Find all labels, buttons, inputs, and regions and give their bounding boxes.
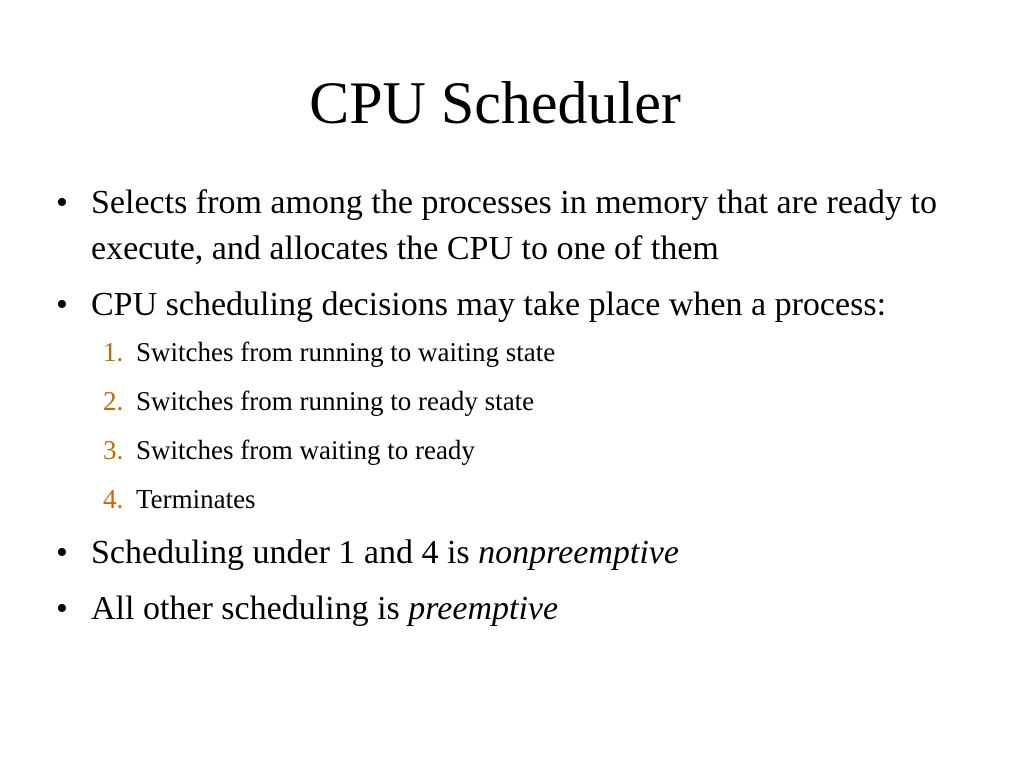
numbered-sub-list — [91, 334, 976, 518]
bullet-dot: • — [56, 286, 68, 323]
item-number: 2. — [103, 386, 124, 416]
item-number: 1. — [103, 337, 124, 367]
bullet-emphasis: nonpreemptive — [478, 534, 679, 571]
bullet-text: Scheduling under 1 and 4 is — [91, 534, 479, 571]
bullet-text: CPU scheduling decisions may take place when a process: — [91, 286, 887, 323]
bullet-dot: • — [56, 534, 68, 571]
bullet-item — [56, 530, 976, 576]
item-number: 3. — [103, 435, 124, 465]
bullet-item — [56, 586, 976, 632]
numbered-item — [91, 432, 976, 469]
bullet-text: All other scheduling is — [91, 590, 409, 627]
bullet-dot: • — [56, 590, 68, 627]
item-text: Switches from running to ready state — [136, 386, 535, 416]
item-text: Switches from running to waiting state — [136, 337, 556, 367]
item-number: 4. — [103, 484, 124, 514]
item-text: Terminates — [136, 484, 256, 514]
bullet-item — [56, 180, 976, 272]
bullet-dot: • — [56, 184, 68, 221]
numbered-item — [91, 334, 976, 371]
numbered-item — [91, 383, 976, 420]
bullet-list — [56, 180, 976, 642]
numbered-item — [91, 481, 976, 518]
slide-title: CPU Scheduler — [309, 70, 681, 136]
bullet-emphasis: preemptive — [408, 590, 559, 627]
item-text: Switches from waiting to ready — [136, 435, 475, 465]
bullet-item — [56, 282, 976, 518]
bullet-text: Selects from among the processes in memory that are ready to execute, and allocates the CPU to one of them — [91, 184, 937, 267]
